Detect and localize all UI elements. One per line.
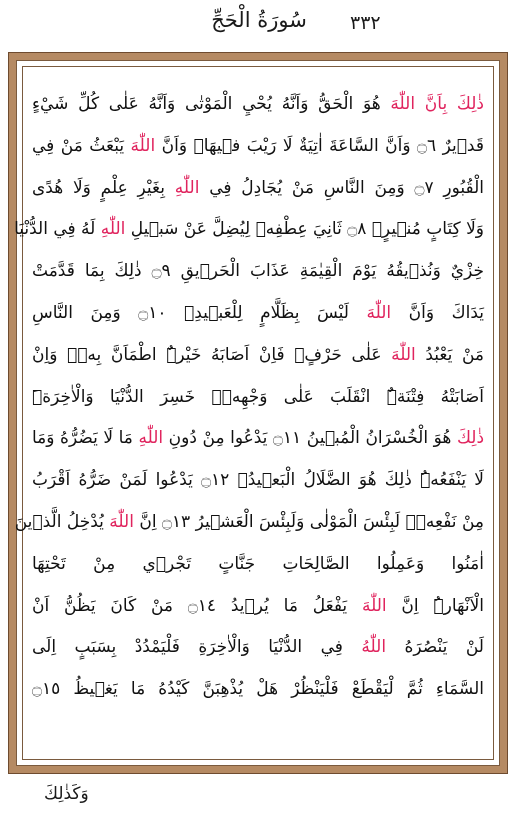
page-number: ٣٣٢	[350, 12, 381, 34]
text-segment: يَدَاكَ وَاَنَّ	[391, 302, 484, 323]
text-segment: مَنْ يَعْبُدُ	[415, 344, 484, 365]
text-segment: يَفْعَلُ مَا يُر۪يدُ ۝١٤ مَنْ كَانَ يَظُنُّ اَنْ	[32, 595, 362, 616]
text-segment: مِنْ نَفْعِه۪ۜ لَبِئْسَ الْمَوْلٰى وَلَبِئْسَ الْعَش۪يرُ ۝١٣ اِنَّ	[133, 511, 484, 532]
text-line	[32, 418, 484, 460]
text-segment: مَا لَا يَضُرُّهُ وَمَا	[32, 428, 139, 449]
divine-name-segment: اللّٰهَ	[380, 94, 416, 114]
divine-name-segment: اللّٰهَ	[366, 302, 392, 323]
text-segment: هُوَ الْحَقُّ وَاَنَّهُ يُحْيِ الْمَوْتٰى وَاَنَّهُ عَلٰى كُلِّ شَيْءٍ	[32, 94, 381, 114]
divine-name-segment: اللّٰهِ	[138, 428, 164, 449]
text-segment: لَا يَنْفَعُهُۜ ذٰلِكَ هُوَ الضَّلَالُ الْبَع۪يدُۚ ۝١٢ يَدْعُوا لَمَنْ ضَرُّهُ اَقْرَبُ	[32, 470, 484, 491]
divine-name-segment: اللّٰهُ	[361, 637, 387, 658]
text-segment: خِزْيٌ وَنُذ۪يقُهُ يَوْمَ الْقِيٰمَةِ عَذَابَ الْحَر۪يقِ ۝٩ ذٰلِكَ بِمَا قَدَّمَتْ	[32, 261, 484, 282]
text-line	[32, 544, 484, 586]
text-line	[32, 251, 484, 293]
text-segment: الْاَنْهَارُۜ اِنَّ	[386, 595, 484, 616]
text-segment: اٰمَنُوا وَعَمِلُوا الصَّالِحَاتِ جَنَّاتٍ تَجْر۪ي مِنْ تَحْتِهَا	[32, 553, 484, 574]
text-line	[14, 209, 484, 251]
text-segment: عَلٰى حَرْفٍۚ فَاِنْ اَصَابَهُ خَيْرٌۨ اطْمَاَنَّ بِه۪ۚ وَاِنْ	[32, 344, 392, 365]
divine-name-segment: اللّٰهَ	[361, 595, 387, 616]
text-segment: هُوَ الْخُسْرَانُ الْمُب۪ينُ ۝١١ يَدْعُوا مِنْ دُونِ	[163, 428, 457, 449]
divine-name-segment: اللّٰهَ	[109, 511, 134, 532]
text-line	[32, 293, 484, 335]
surah-title: سُورَةُ الْحَجِّ	[211, 8, 307, 32]
text-line	[32, 335, 484, 377]
quran-text-block	[14, 84, 485, 754]
text-segment: قَد۪يرٌ ۝٦ وَاَنَّ السَّاعَةَ اٰتِيَةٌ لَا رَيْبَ ف۪يهَاۙ وَاَنَّ	[155, 135, 484, 156]
text-line	[32, 460, 484, 502]
text-line	[32, 84, 484, 126]
text-line	[32, 126, 484, 168]
divine-name-segment: اللّٰهِ	[174, 177, 200, 198]
text-line	[32, 377, 484, 419]
divine-name-segment: اللّٰهِ	[100, 219, 126, 240]
catchword: وَكَذٰلِكَ	[44, 784, 89, 804]
text-segment: وَلَا كِتَابٍ مُن۪يرٍۙ ۝٨ ثَانِيَ عِطْفِه۪ لِيُضِلَّ عَنْ سَب۪يلِ	[125, 219, 484, 240]
text-segment: لَهُ فِي الدُّنْيَا	[14, 219, 101, 240]
text-segment: يَبْعَثُ مَنْ فِي	[32, 135, 131, 156]
divine-name-segment: اللّٰهَ	[130, 135, 156, 156]
text-segment: السَّمَاءِ ثُمَّ لْيَقْطَعْ فَلْيَنْظُرْ هَلْ يُذْهِبَنَّ كَيْدُهُ مَا يَغ۪يظُ ۝١٥	[32, 679, 484, 700]
divine-name-segment: ذٰلِكَ	[456, 428, 485, 449]
text-segment: لَنْ يَنْصُرَهُ	[386, 637, 484, 658]
text-segment: لَيْسَ بِظَلَّامٍ لِلْعَب۪يدِۙ ۝١٠ وَمِنَ النَّاسِ	[32, 302, 367, 323]
text-line	[32, 586, 484, 628]
text-segment: بِغَيْرِ عِلْمٍ وَلَا هُدًى	[32, 177, 175, 198]
text-segment: فِي الدُّنْيَا وَالْاٰخِرَةِ فَلْيَمْدُدْ بِسَبَبٍ اِلَى	[32, 637, 362, 658]
text-line	[14, 502, 484, 544]
divine-name-segment: اللّٰهَ	[391, 344, 416, 365]
text-line	[32, 627, 484, 669]
text-segment: اَصَابَتْهُ فِتْنَةٌۨ انْقَلَبَ عَلٰى وَجْهِه۪ۚ خَسِرَ الدُّنْيَا وَالْاٰخِرَةَۜ	[32, 386, 484, 407]
text-line	[32, 669, 484, 711]
text-segment: الْقُبُورِ ۝٧ وَمِنَ النَّاسِ مَنْ يُجَادِلُ فِي	[199, 177, 485, 198]
page-header	[0, 0, 518, 52]
divine-name-segment: ذٰلِكَ بِاَنَّ	[415, 94, 485, 114]
text-segment: يُدْخِلُ الَّذ۪ينَ	[14, 511, 110, 532]
text-line	[32, 168, 484, 210]
